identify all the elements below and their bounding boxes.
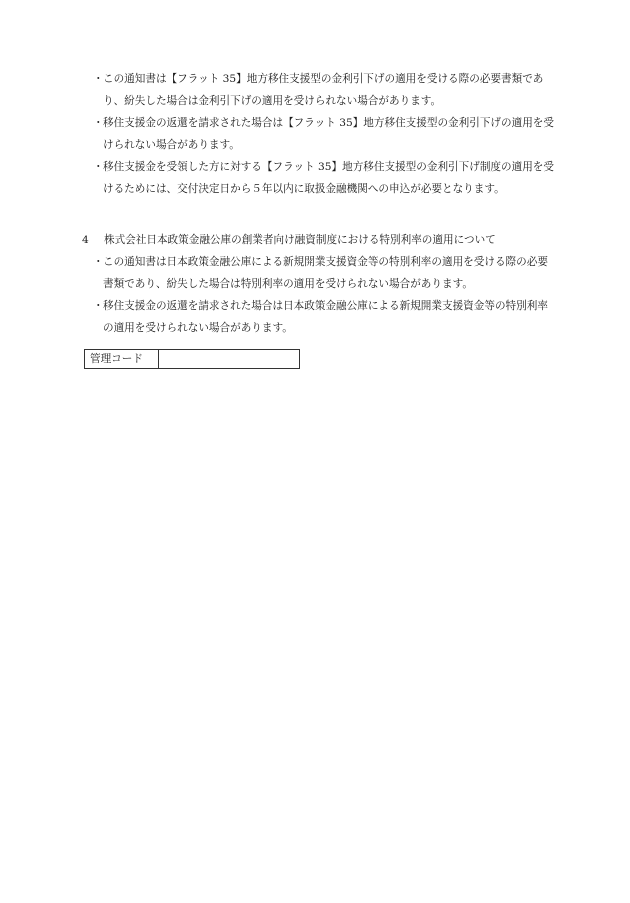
section4-bullet-list (93, 251, 555, 339)
list-item (93, 295, 555, 339)
bullet-text: この通知書は【フラット 35】地方移住支援型の金利引下げの適用を受ける際の必要書類であり、紛失した場合は金利引下げの適用を受けられない場合があります。 (103, 73, 544, 107)
list-item (93, 112, 555, 156)
bullet-text: 移住支援金を受領した方に対する【フラット 35】地方移住支援型の金利引下げ制度の適用を受けるためには、交付決定日から５年以内に取扱金融機関への申込が必要となります。 (103, 161, 554, 195)
management-code-table (84, 349, 300, 369)
bullet-mark: ・ (93, 73, 104, 85)
management-code-value[interactable] (159, 350, 299, 368)
bullet-mark: ・ (93, 300, 104, 312)
bullet-mark: ・ (93, 161, 104, 173)
bullet-text: 移住支援金の返還を請求された場合は日本政策金融公庫による新規開業支援資金等の特別利率の適用を受けられない場合があります。 (103, 300, 548, 334)
section-number: 4 (82, 234, 89, 246)
section-title: 株式会社日本政策金融公庫の創業者向け融資制度における特別利率の適用について (104, 234, 496, 246)
bullet-mark: ・ (93, 256, 104, 268)
bullet-text: 移住支援金の返還を請求された場合は【フラット 35】地方移住支援型の金利引下げの適用を受けられない場合があります。 (103, 117, 554, 151)
section4-heading (82, 229, 562, 251)
list-item (93, 156, 555, 200)
section3-bullet-list (93, 68, 555, 200)
list-item (93, 251, 555, 295)
bullet-mark: ・ (93, 117, 104, 129)
bullet-text: この通知書は日本政策金融公庫による新規開業支援資金等の特別利率の適用を受ける際の必要書類であり、紛失した場合は特別利率の適用を受けられない場合があります。 (103, 256, 548, 290)
list-item (93, 68, 555, 112)
management-code-label: 管理コード (85, 350, 159, 368)
